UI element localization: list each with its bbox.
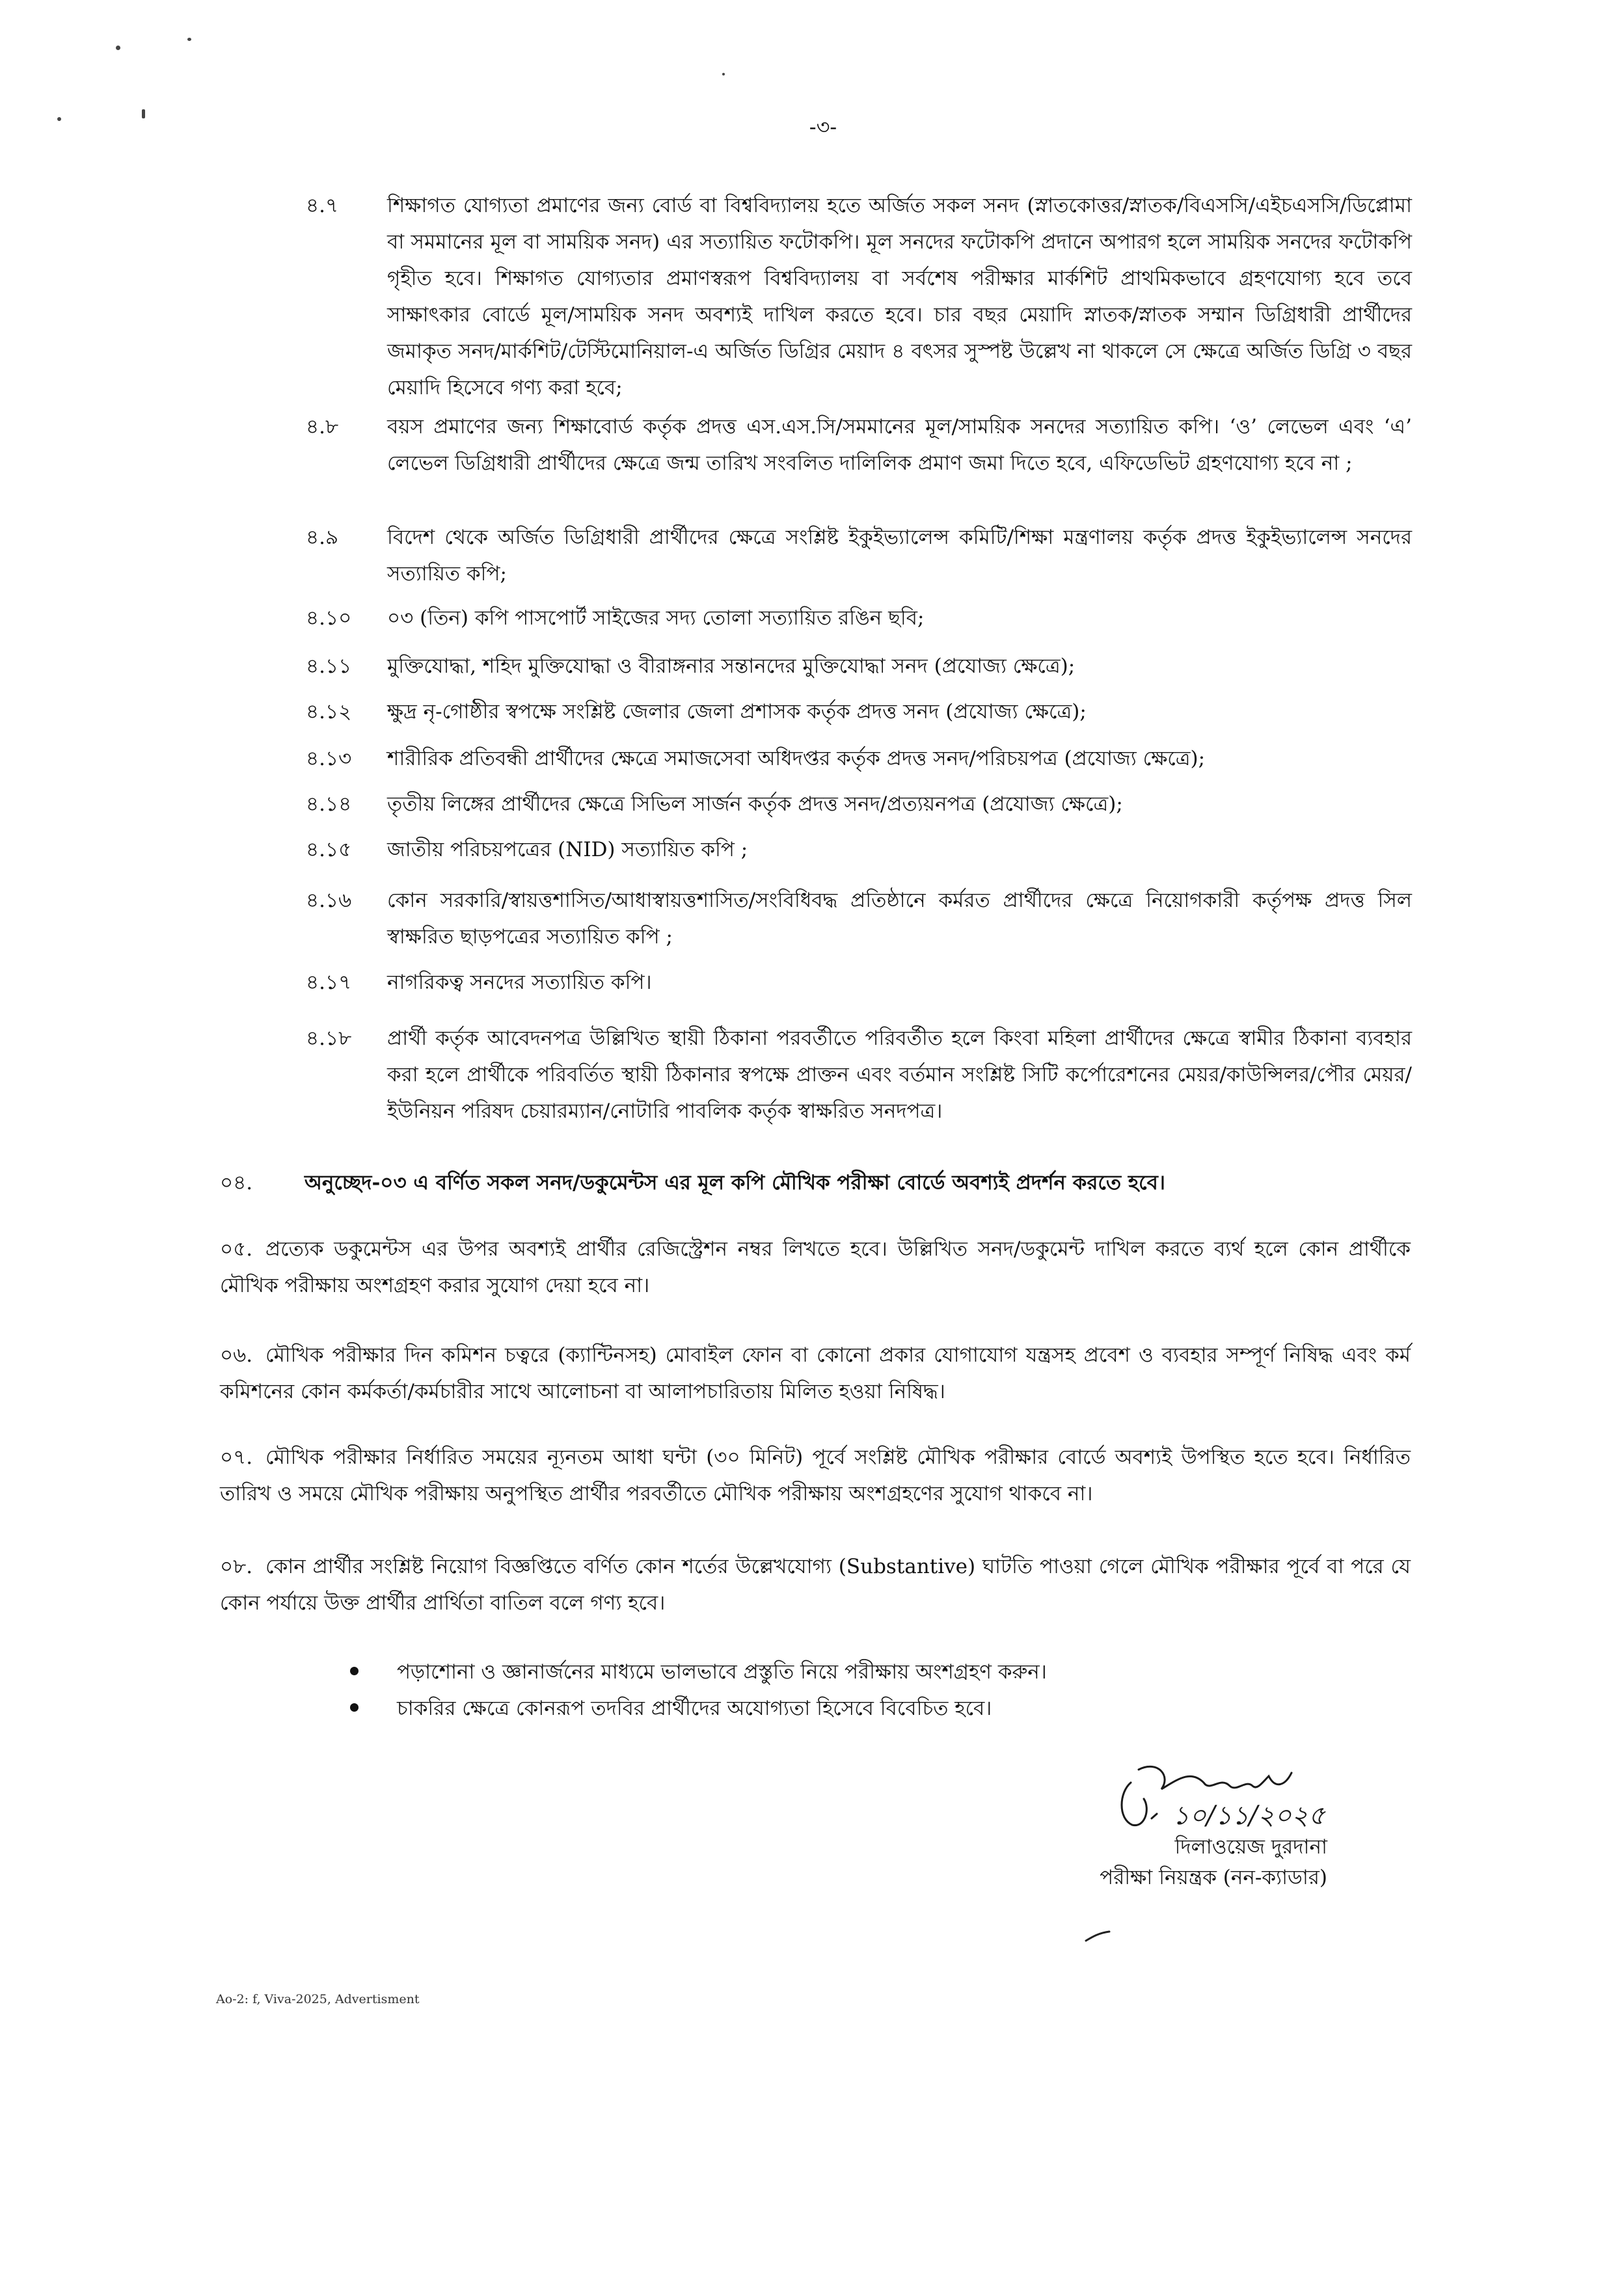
list-item [306,1020,1412,1129]
paragraph-07 [220,1439,1411,1512]
item-text: প্রার্থী কর্তৃক আবেদনপত্র উল্লিখিত স্থায়ী ঠিকানা পরবর্তীতে পরিবর্তীত হলে কিংবা মহিলা প্রার্থীদের ক্ষেত্রে স্বামীর ঠিকানা ব্যবহার করা হলে প্রার্থীকে পরিবর্তিত স্থায়ী ঠিকানার স্বপক্ষে প্রাক্তন এবং বর্তমান সংশ্লিষ্ট সিটি কর্পোরেশনের মেয়র/কাউন্সিলর/পৌর মেয়র/ইউনিয়ন পরিষদ চেয়ারম্যান/নোটারি পাবলিক কর্তৃক স্বাক্ষরিত সনদপত্র। [387,1027,1412,1123]
item-number: ৪.১৬ [306,889,352,912]
item-number: ৪.১৪ [306,792,352,816]
item-number: ৪.১০ [306,606,352,630]
item-text: ক্ষুদ্র নৃ-গোষ্ঠীর স্বপক্ষে সংশ্লিষ্ট জেলার জেলা প্রশাসক কর্তৃক প্রদত্ত সনদ (প্রযোজ্য ক্ষেত্রে); [387,700,1087,723]
signatory-title: পরীক্ষা নিয়ন্ত্রক (নন-ক্যাডার) [1100,1866,1327,1889]
scan-speck [722,73,725,75]
bullet-text: চাকরির ক্ষেত্রে কোনরূপ তদবির প্রার্থীদের অযোগ্যতা হিসেবে বিবেচিত হবে। [397,1697,992,1720]
item-number: ৪.৯ [306,526,339,549]
list-item [306,786,1412,822]
scan-speck [116,46,120,50]
item-text: নাগরিকত্ব সনদের সত্যায়িত কপি। [387,971,652,994]
item-number: ৪.১৫ [306,838,352,861]
bullet-item [345,1654,1386,1690]
item-number: ৪.১৭ [306,971,352,994]
item-number: ৪.১৩ [306,747,352,770]
list-item [306,187,1412,406]
handwritten-signature [1113,1757,1334,1841]
bullet-list [345,1654,1386,1727]
paragraph-number: ০৬. [220,1343,253,1367]
paragraph-number: ০৪. [220,1171,253,1194]
item-number: ৪.৮ [306,415,339,438]
paragraph-text: অনুচ্ছেদ-০৩ এ বর্ণিত সকল সনদ/ডকুমেন্টস এর মূল কপি মৌখিক পরীক্ষা বোর্ডে অবশ্যই প্রদর্শন করতে হবে। [304,1171,1165,1194]
list-item [306,648,1412,684]
paragraph-08 [220,1548,1411,1621]
paragraph-text: প্রত্যেক ডকুমেন্টস এর উপর অবশ্যই প্রার্থীর রেজিস্ট্রেশন নম্বর লিখতে হবে। উল্লিখিত সনদ/ডকুমেন্ট দাখিল করতে ব্যর্থ হলে কোন প্রার্থীকে মৌখিক পরীক্ষায় অংশগ্রহণ করার সুযোগ দেয়া হবে না। [220,1237,1411,1297]
item-number: ৪.১১ [306,654,352,678]
page-number: -৩- [809,115,837,139]
item-text: জাতীয় পরিচয়পত্রের (NID) সত্যায়িত কপি ; [387,838,748,861]
item-text: মুক্তিযোদ্ধা, শহিদ মুক্তিযোদ্ধা ও বীরাঙ্গনার সন্তানদের মুক্তিযোদ্ধা সনদ (প্রযোজ্য ক্ষেত্রে); [387,654,1076,678]
footer-reference: Ao-2: f, Viva-2025, Advertisment [216,1992,420,2006]
item-text: কোন সরকারি/স্বায়ত্তশাসিত/আধাস্বায়ত্তশাসিত/সংবিধিবদ্ধ প্রতিষ্ঠানে কর্মরত প্রার্থীদের ক্ষেত্রে নিয়োগকারী কর্তৃপক্ষ প্রদত্ত সিল স্বাক্ষরিত ছাড়পত্রের সত্যায়িত কপি ; [387,889,1412,949]
bullet-item [345,1690,1386,1727]
list-item [306,740,1412,777]
item-text: তৃতীয় লিঙ্গের প্রার্থীদের ক্ষেত্রে সিভিল সার্জন কর্তৃক প্রদত্ত সনদ/প্রত্যয়নপত্র (প্রযোজ্য ক্ষেত্রে); [387,792,1123,816]
list-item [306,409,1412,481]
list-item [306,882,1412,955]
pen-mark [1083,1929,1116,1943]
paragraph-04 [220,1165,1411,1201]
scan-speck [187,38,191,41]
paragraph-05 [220,1231,1411,1304]
list-item [306,831,1412,868]
list-item [306,964,1412,1001]
paragraph-number: ০৫. [220,1237,253,1261]
item-number: ৪.১৮ [306,1027,352,1050]
scan-speck [142,109,145,118]
paragraph-06 [220,1337,1411,1410]
scan-speck [57,117,61,121]
item-number: ৪.৭ [306,194,339,217]
signatory-name: দিলাওয়েজ দুরদানা [1174,1835,1327,1859]
paragraph-text: মৌখিক পরীক্ষার নির্ধারিত সময়ের ন্যূনতম আধা ঘন্টা (৩০ মিনিট) পূর্বে সংশ্লিষ্ট মৌখিক পরীক্ষার বোর্ডে অবশ্যই উপস্থিত হতে হবে। নির্ধারিত তারিখ ও সময়ে মৌখিক পরীক্ষায় অনুপস্থিত প্রার্থীর পরবর্তীতে মৌখিক পরীক্ষায় অংশগ্রহণের সুযোগ থাকবে না। [220,1446,1411,1505]
signature-date: ১০/১১/২০২৫ [1172,1801,1325,1831]
item-text: শারীরিক প্রতিবন্ধী প্রার্থীদের ক্ষেত্রে সমাজসেবা অধিদপ্তর কর্তৃক প্রদত্ত সনদ/পরিচয়পত্র (প্রযোজ্য ক্ষেত্রে); [387,747,1206,770]
list-item [306,694,1412,730]
item-number: ৪.১২ [306,700,352,723]
paragraph-number: ০৮. [220,1555,253,1578]
list-item [306,600,1412,636]
item-text: ০৩ (তিন) কপি পাসপোর্ট সাইজের সদ্য তোলা সত্যায়িত রঙিন ছবি; [387,606,925,630]
item-text: শিক্ষাগত যোগ্যতা প্রমাণের জন্য বোর্ড বা বিশ্ববিদ্যালয় হতে অর্জিত সকল সনদ (স্নাতকোত্তর/স্নাতক/বিএসসি/এইচএসসি/ডিপ্লোমা বা সমমানের মূল বা সাময়িক সনদ) এর সত্যায়িত ফটোকপি। মূল সনদের ফটোকপি প্রদানে অপারগ হলে সাময়িক সনদের ফটোকপি গৃহীত হবে। শিক্ষাগত যোগ্যতার প্রমাণস্বরূপ বিশ্ববিদ্যালয় বা সর্বশেষ পরীক্ষার মার্কশিট প্রাথমিকভাবে গ্রহণযোগ্য হবে তবে সাক্ষাৎকার বোর্ডে মূল/সাময়িক সনদ অবশ্যই দাখিল করতে হবে। চার বছর মেয়াদি স্নাতক/স্নাতক সম্মান ডিগ্রিধারী প্রার্থীদের জমাকৃত সনদ/মার্কশিট/টেস্টিমোনিয়াল-এ অর্জিত ডিগ্রির মেয়াদ ৪ বৎসর সুস্পষ্ট উল্লেখ না থাকলে সে ক্ষেত্রে অর্জিত ডিগ্রি ৩ বছর মেয়াদি হিসেবে গণ্য করা হবে; [387,194,1412,399]
bullet-icon [350,1703,359,1712]
paragraph-text: মৌখিক পরীক্ষার দিন কমিশন চত্বরে (ক্যান্টিনসহ) মোবাইল ফোন বা কোনো প্রকার যোগাযোগ যন্ত্রসহ প্রবেশ ও ব্যবহার সম্পূর্ণ নিষিদ্ধ এবং কর্ম কমিশনের কোন কর্মকর্তা/কর্মচারীর সাথে আলোচনা বা আলাপচারিতায় মিলিত হওয়া নিষিদ্ধ। [220,1343,1411,1403]
bullet-icon [350,1667,359,1675]
list-item [306,519,1412,592]
paragraph-number: ০৭. [220,1446,253,1469]
paragraph-text: কোন প্রার্থীর সংশ্লিষ্ট নিয়োগ বিজ্ঞপ্তিতে বর্ণিত কোন শর্তের উল্লেখযোগ্য (Substantive) ঘাটতি পাওয়া গেলে মৌখিক পরীক্ষার পূর্বে বা পরে যে কোন পর্যায়ে উক্ত প্রার্থীর প্রার্থিতা বাতিল বলে গণ্য হবে। [220,1555,1411,1615]
bullet-text: পড়াশোনা ও জ্ঞানার্জনের মাধ্যমে ভালভাবে প্রস্তুতি নিয়ে পরীক্ষায় অংশগ্রহণ করুন। [397,1660,1047,1684]
item-text: বিদেশ থেকে অর্জিত ডিগ্রিধারী প্রার্থীদের ক্ষেত্রে সংশ্লিষ্ট ইকুইভ্যালেন্স কমিটি/শিক্ষা মন্ত্রণালয় কর্তৃক প্রদত্ত ইকুইভ্যালেন্স সনদের সত্যায়িত কপি; [387,526,1412,586]
item-text: বয়স প্রমাণের জন্য শিক্ষাবোর্ড কর্তৃক প্রদত্ত এস.এস.সি/সমমানের মূল/সাময়িক সনদের সত্যায়িত কপি। ‘ও’ লেভেল এবং ‘এ’ লেভেল ডিগ্রিধারী প্রার্থীদের ক্ষেত্রে জন্ম তারিখ সংবলিত দালিলিক প্রমাণ জমা দিতে হবে, এফিডেভিট গ্রহণযোগ্য হবে না ; [387,415,1412,475]
